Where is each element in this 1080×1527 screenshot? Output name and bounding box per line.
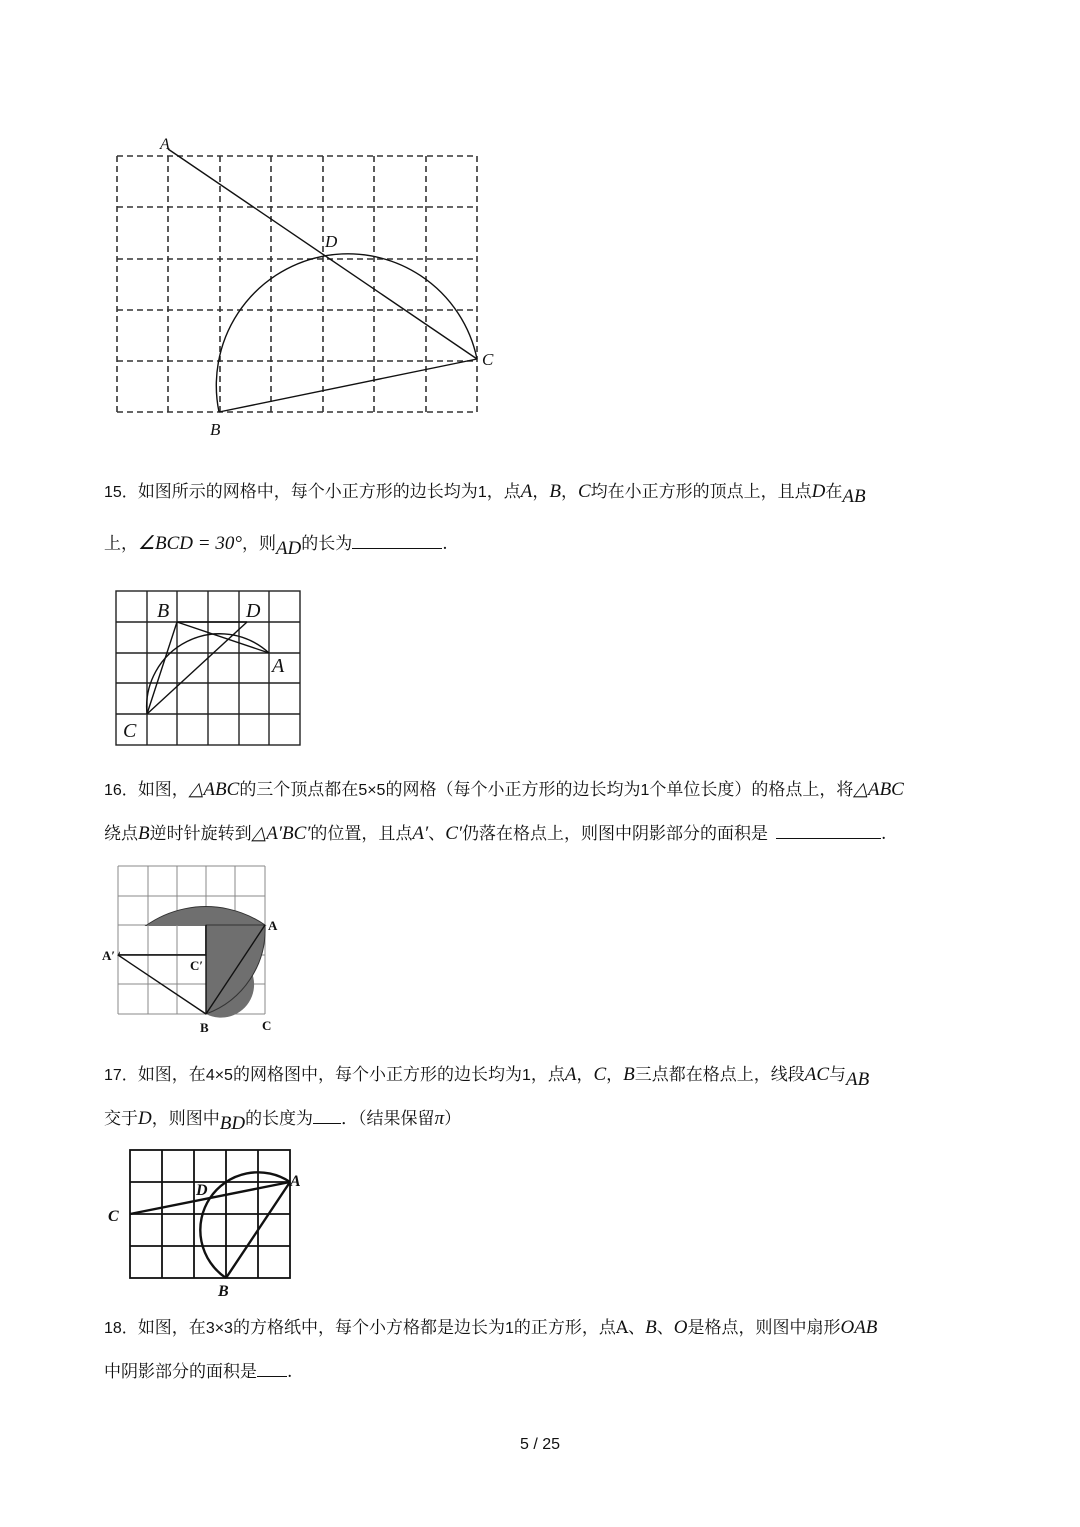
q16-line-2: 绕点B逆时针旋转到△A′BC′的位置，且点A′、C′仍落在格点上，则图中阴影部分的面积是 . (104, 823, 887, 844)
page-number: 5 / 25 (519, 1436, 561, 1453)
figure-q14 (100, 130, 520, 440)
label-a: A (268, 918, 278, 933)
label-c: C (262, 1018, 272, 1033)
label-d: D (246, 600, 261, 622)
construction (130, 1172, 290, 1278)
label-a: A (272, 655, 285, 677)
answer-blank[interactable] (313, 1107, 341, 1124)
label-d: D (196, 1182, 208, 1199)
q17-line-1: 17．如图，在4×5的网格图中，每个小正方形的边长均为1，点A，C，B三点都在格点上，线段AC与AB (104, 1064, 870, 1090)
label-b: B (210, 420, 221, 439)
q16-line-1: 16．如图，△ABC的三个顶点都在5×5的网格（每个小正方形的边长均为1个单位长度）的格点上，将△ABC (104, 779, 904, 800)
q18-number: 18． (104, 1320, 138, 1337)
q17-number: 17． (104, 1067, 138, 1084)
dashed-grid (117, 156, 477, 412)
label-b: B (200, 1020, 209, 1035)
label-c-prime: C′ (190, 958, 204, 973)
q17-line-2: 交于D，则图中BD的长度为 ．（结果保留π） (104, 1108, 462, 1134)
label-a-prime: A′ (102, 948, 116, 963)
q15-line-1: 15．如图所示的网格中，每个小正方形的边长均为1，点A，B，C均在小正方形的顶点上，且点D在AB (104, 481, 866, 507)
answer-blank[interactable] (257, 1360, 287, 1377)
label-c: C (482, 350, 494, 369)
q15-line-2: 上，∠BCD = 30°，则AD的长为 . (104, 533, 448, 559)
label-c: C (123, 720, 137, 742)
figure-q17 (100, 1140, 320, 1300)
figure-q15 (110, 585, 310, 755)
label-a: A (160, 136, 170, 153)
label-c: C (108, 1208, 119, 1225)
label-b: B (218, 1283, 229, 1300)
label-b: B (157, 600, 170, 622)
grid (130, 1150, 290, 1278)
q18-line-2: 中阴影部分的面积是 . (104, 1362, 293, 1382)
segment-bc (219, 359, 477, 412)
figure-q16 (100, 860, 290, 1040)
q15-number: 15． (104, 484, 138, 501)
label-d: D (325, 232, 338, 251)
answer-blank[interactable] (776, 822, 881, 839)
label-a: A (290, 1173, 301, 1190)
q18-line-1: 18．如图，在3×3的方格纸中，每个小方格都是边长为1的正方形，点A、B、O是格点，则图中扇形OAB (104, 1317, 878, 1338)
unshaded-rect (120, 926, 205, 954)
q16-number: 16． (104, 782, 138, 799)
answer-blank[interactable] (352, 532, 442, 549)
